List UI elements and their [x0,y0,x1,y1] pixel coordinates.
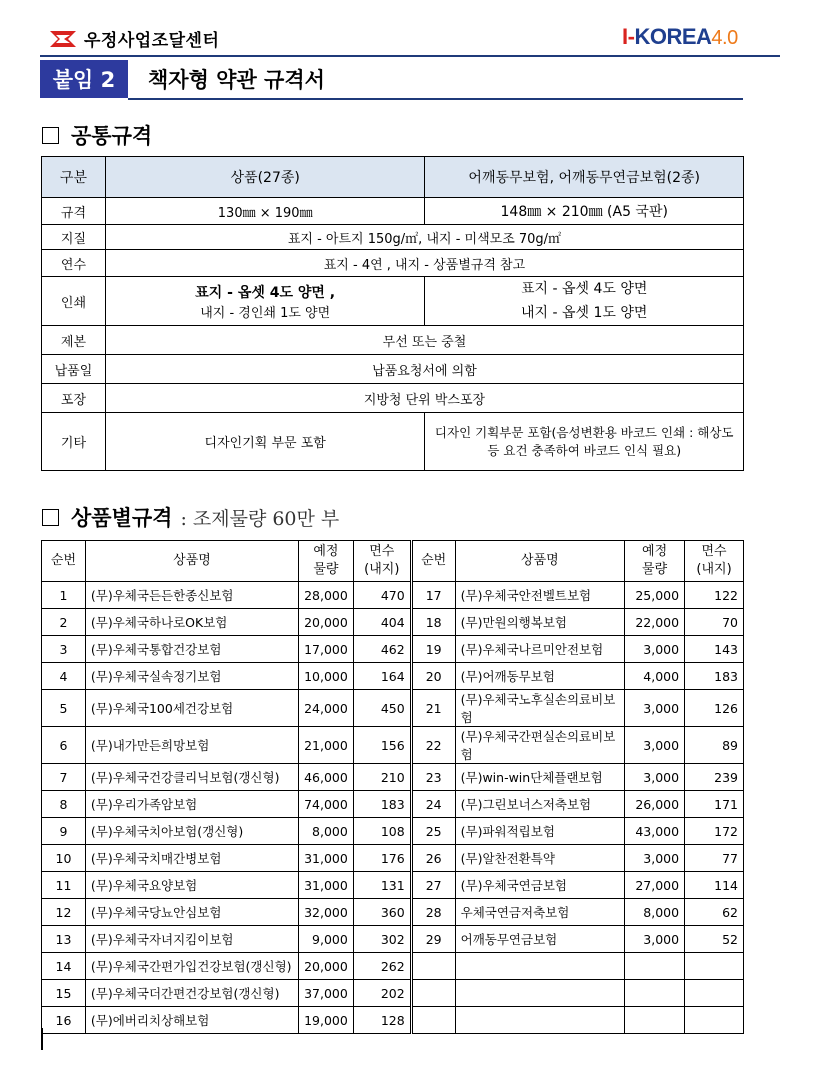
product-qty-cell: 8,000 [625,899,685,926]
product-qty-cell: 9,000 [299,926,354,953]
product-qty-cell: 3,000 [625,926,685,953]
product-name-cell: (무)우체국든든한종신보험 [85,582,298,609]
product-no-cell: 2 [42,609,86,636]
product-qty-cell: 32,000 [299,899,354,926]
checkbox-square-icon [42,509,59,526]
product-header-row [42,541,744,582]
product-no-cell: 19 [411,636,455,663]
col-name: 상품명 [455,541,624,582]
table-row [42,1007,744,1034]
product-name-cell: (무)우체국간편실손의료비보험 [455,727,624,764]
spec-label: 연수 [42,250,106,277]
product-name-cell: (무)알찬전환특약 [455,845,624,872]
product-qty-cell: 20,000 [299,609,354,636]
product-no-cell: 21 [411,690,455,727]
spec-row-print [42,277,744,326]
product-qty-cell: 3,000 [625,764,685,791]
org-name: 우정사업조달센터 [84,31,220,51]
spec-value: 표지 - 4연 , 내지 - 상품별규격 참고 [105,250,743,277]
product-pages-cell: 210 [353,764,411,791]
spec-row-delivery [42,355,744,384]
checkbox-square-icon [42,127,59,144]
product-no-cell: 27 [411,872,455,899]
product-name-cell [455,980,624,1007]
spec-value: 지방청 단위 박스포장 [105,384,743,413]
product-name-cell: (무)내가만든희망보험 [85,727,298,764]
table-row [42,663,744,690]
product-qty-cell: 3,000 [625,727,685,764]
col-pages: 면수 (내지) [685,541,744,582]
product-name-cell: (무)우체국통합건강보험 [85,636,298,663]
product-name-cell: (무)만원의행복보험 [455,609,624,636]
product-no-cell: 26 [411,845,455,872]
title-rule [128,98,743,100]
product-qty-cell: 27,000 [625,872,685,899]
product-pages-cell: 172 [685,818,744,845]
table-row [42,609,744,636]
product-name-cell: (무)우체국노후실손의료비보험 [455,690,624,727]
product-no-cell [411,980,455,1007]
product-pages-cell: 302 [353,926,411,953]
product-qty-cell: 19,000 [299,1007,354,1034]
product-pages-cell: 70 [685,609,744,636]
product-name-cell: (무)우체국연금보험 [455,872,624,899]
brand-main: KOREA [634,24,712,49]
spec-value: 디자인 기획부문 포함(음성변환용 바코드 인쇄 : 해상도 등 요건 충족하여 바코드 인식 필요) [425,413,744,471]
product-name-cell: (무)그린보너스저축보험 [455,791,624,818]
product-no-cell: 24 [411,791,455,818]
product-name-cell: (무)우체국치매간병보험 [85,845,298,872]
spec-value: 표지 - 아트지 150g/㎡, 내지 - 미색모조 70g/㎡ [105,225,743,250]
product-no-cell: 3 [42,636,86,663]
product-qty-cell: 21,000 [299,727,354,764]
product-qty-cell: 3,000 [625,690,685,727]
product-pages-cell: 62 [685,899,744,926]
product-pages-cell [685,953,744,980]
product-no-cell: 11 [42,872,86,899]
product-no-cell: 17 [411,582,455,609]
spec-col-products: 상품(27종) [105,157,425,198]
product-pages-cell: 122 [685,582,744,609]
postal-logo-icon [48,29,78,49]
header-rule [40,55,780,57]
product-name-cell: (무)파워적립보험 [455,818,624,845]
product-name-cell: (무)우리가족암보험 [85,791,298,818]
product-pages-cell: 202 [353,980,411,1007]
section-product-heading [42,502,339,532]
spec-label: 납품일 [42,355,106,384]
product-spec-table [41,540,744,1034]
product-no-cell: 9 [42,818,86,845]
col-no: 순번 [411,541,455,582]
product-no-cell: 18 [411,609,455,636]
product-pages-cell: 131 [353,872,411,899]
col-qty: 예정 물량 [299,541,354,582]
product-no-cell: 29 [411,926,455,953]
product-no-cell: 12 [42,899,86,926]
product-name-cell [455,1007,624,1034]
product-qty-cell: 3,000 [625,845,685,872]
product-name-cell: (무)에버리치상해보험 [85,1007,298,1034]
spec-value: 납품요청서에 의함 [105,355,743,384]
product-qty-cell: 25,000 [625,582,685,609]
spec-col-category: 구분 [42,157,106,198]
spec-value [425,277,744,326]
section-product-note: : 조제물량 60만 부 [180,508,340,530]
product-pages-cell: 470 [353,582,411,609]
product-pages-cell: 183 [685,663,744,690]
product-pages-cell: 156 [353,727,411,764]
product-qty-cell: 43,000 [625,818,685,845]
title-row [40,60,743,100]
product-qty-cell: 24,000 [299,690,354,727]
product-qty-cell: 22,000 [625,609,685,636]
brand-logo [622,24,738,50]
product-name-cell: (무)어깨동무보험 [455,663,624,690]
product-pages-cell: 108 [353,818,411,845]
product-qty-cell: 10,000 [299,663,354,690]
table-row [42,727,744,764]
product-no-cell: 8 [42,791,86,818]
spec-row-etc [42,413,744,471]
product-pages-cell: 126 [685,690,744,727]
product-qty-cell: 17,000 [299,636,354,663]
page-title: 책자형 약관 규격서 [148,68,325,92]
appendix-badge: 붙임 2 [40,60,128,98]
table-row [42,926,744,953]
org-header [48,26,219,51]
product-qty-cell: 20,000 [299,953,354,980]
spec-value: 130㎜ × 190㎜ [105,198,425,225]
brand-prefix: I- [622,24,635,49]
product-no-cell: 10 [42,845,86,872]
product-pages-cell [685,980,744,1007]
product-pages-cell: 183 [353,791,411,818]
table-row [42,791,744,818]
product-no-cell: 7 [42,764,86,791]
product-qty-cell: 3,000 [625,636,685,663]
table-row [42,582,744,609]
product-name-cell: (무)우체국안전벨트보험 [455,582,624,609]
section-common-title: 공통규격 [71,124,153,148]
spec-value [105,277,425,326]
table-row [42,872,744,899]
product-qty-cell: 4,000 [625,663,685,690]
col-qty: 예정 물량 [625,541,685,582]
text-cursor [41,1028,43,1050]
product-qty-cell: 28,000 [299,582,354,609]
product-pages-cell: 176 [353,845,411,872]
product-pages-cell: 262 [353,953,411,980]
product-no-cell [411,953,455,980]
spec-label: 인쇄 [42,277,106,326]
spec-row-packing [42,384,744,413]
product-pages-cell: 128 [353,1007,411,1034]
col-pages: 면수 (내지) [353,541,411,582]
table-row [42,980,744,1007]
product-name-cell [455,953,624,980]
product-pages-cell: 89 [685,727,744,764]
product-pages-cell: 239 [685,764,744,791]
product-no-cell: 16 [42,1007,86,1034]
table-row [42,953,744,980]
spec-print-cover: 표지 - 옵셋 4도 양면 , [195,284,336,301]
product-qty-cell: 37,000 [299,980,354,1007]
product-pages-cell: 114 [685,872,744,899]
product-pages-cell: 143 [685,636,744,663]
spec-label: 제본 [42,326,106,355]
product-pages-cell: 360 [353,899,411,926]
product-no-cell: 13 [42,926,86,953]
spec-label: 규격 [42,198,106,225]
spec-print-inner: 내지 - 옵셋 1도 양면 [521,305,648,321]
product-no-cell: 22 [411,727,455,764]
product-pages-cell: 164 [353,663,411,690]
section-product-title: 상품별규격 [71,506,173,530]
product-no-cell: 6 [42,727,86,764]
product-pages-cell: 171 [685,791,744,818]
spec-value: 무선 또는 중철 [105,326,743,355]
product-qty-cell [625,1007,685,1034]
spec-col-eokkae: 어깨동무보험, 어깨동무연금보험(2종) [425,157,744,198]
table-row [42,690,744,727]
table-row [42,845,744,872]
product-qty-cell: 8,000 [299,818,354,845]
product-pages-cell: 404 [353,609,411,636]
product-qty-cell: 74,000 [299,791,354,818]
product-no-cell: 14 [42,953,86,980]
table-row [42,899,744,926]
spec-label: 기타 [42,413,106,471]
product-no-cell: 4 [42,663,86,690]
product-name-cell: 어깨동무연금보험 [455,926,624,953]
product-no-cell: 20 [411,663,455,690]
spec-label: 지질 [42,225,106,250]
product-qty-cell: 31,000 [299,845,354,872]
section-common-heading [42,120,152,150]
product-pages-cell: 450 [353,690,411,727]
product-name-cell: (무)우체국건강클리닉보험(갱신형) [85,764,298,791]
product-no-cell: 15 [42,980,86,1007]
product-name-cell: (무)우체국나르미안전보험 [455,636,624,663]
product-qty-cell [625,953,685,980]
product-name-cell: (무)우체국100세건강보험 [85,690,298,727]
spec-value: 148㎜ × 210㎜ (A5 국판) [425,198,744,225]
product-no-cell: 5 [42,690,86,727]
spec-row-binding [42,326,744,355]
product-name-cell: 우체국연금저축보험 [455,899,624,926]
spec-header-row [42,157,744,198]
product-name-cell: (무)우체국요양보험 [85,872,298,899]
product-name-cell: (무)우체국당뇨안심보험 [85,899,298,926]
product-qty-cell: 46,000 [299,764,354,791]
product-pages-cell: 462 [353,636,411,663]
product-no-cell: 28 [411,899,455,926]
spec-print-inner: 내지 - 경인쇄 1도 양면 [200,305,331,321]
spec-row-paper [42,225,744,250]
product-name-cell: (무)우체국자녀지킴이보험 [85,926,298,953]
product-no-cell: 23 [411,764,455,791]
product-name-cell: (무)우체국실속정기보험 [85,663,298,690]
spec-print-cover: 표지 - 옵셋 4도 양면 [521,281,648,297]
product-qty-cell: 26,000 [625,791,685,818]
product-name-cell: (무)win-win단체플랜보험 [455,764,624,791]
product-no-cell: 1 [42,582,86,609]
product-pages-cell [685,1007,744,1034]
brand-version: 4.0 [711,27,738,49]
product-pages-cell: 77 [685,845,744,872]
product-name-cell: (무)우체국치아보험(갱신형) [85,818,298,845]
spec-label: 포장 [42,384,106,413]
common-spec-table [41,156,744,471]
product-name-cell: (무)우체국간편가입건강보험(갱신형) [85,953,298,980]
spec-row-size [42,198,744,225]
product-qty-cell: 31,000 [299,872,354,899]
product-pages-cell: 52 [685,926,744,953]
product-no-cell [411,1007,455,1034]
table-row [42,818,744,845]
col-no: 순번 [42,541,86,582]
col-name: 상품명 [85,541,298,582]
product-name-cell: (무)우체국더간편건강보험(갱신형) [85,980,298,1007]
table-row [42,636,744,663]
product-name-cell: (무)우체국하나로OK보험 [85,609,298,636]
product-no-cell: 25 [411,818,455,845]
table-row [42,764,744,791]
spec-value: 디자인기획 부문 포함 [105,413,425,471]
spec-row-pages [42,250,744,277]
product-qty-cell [625,980,685,1007]
